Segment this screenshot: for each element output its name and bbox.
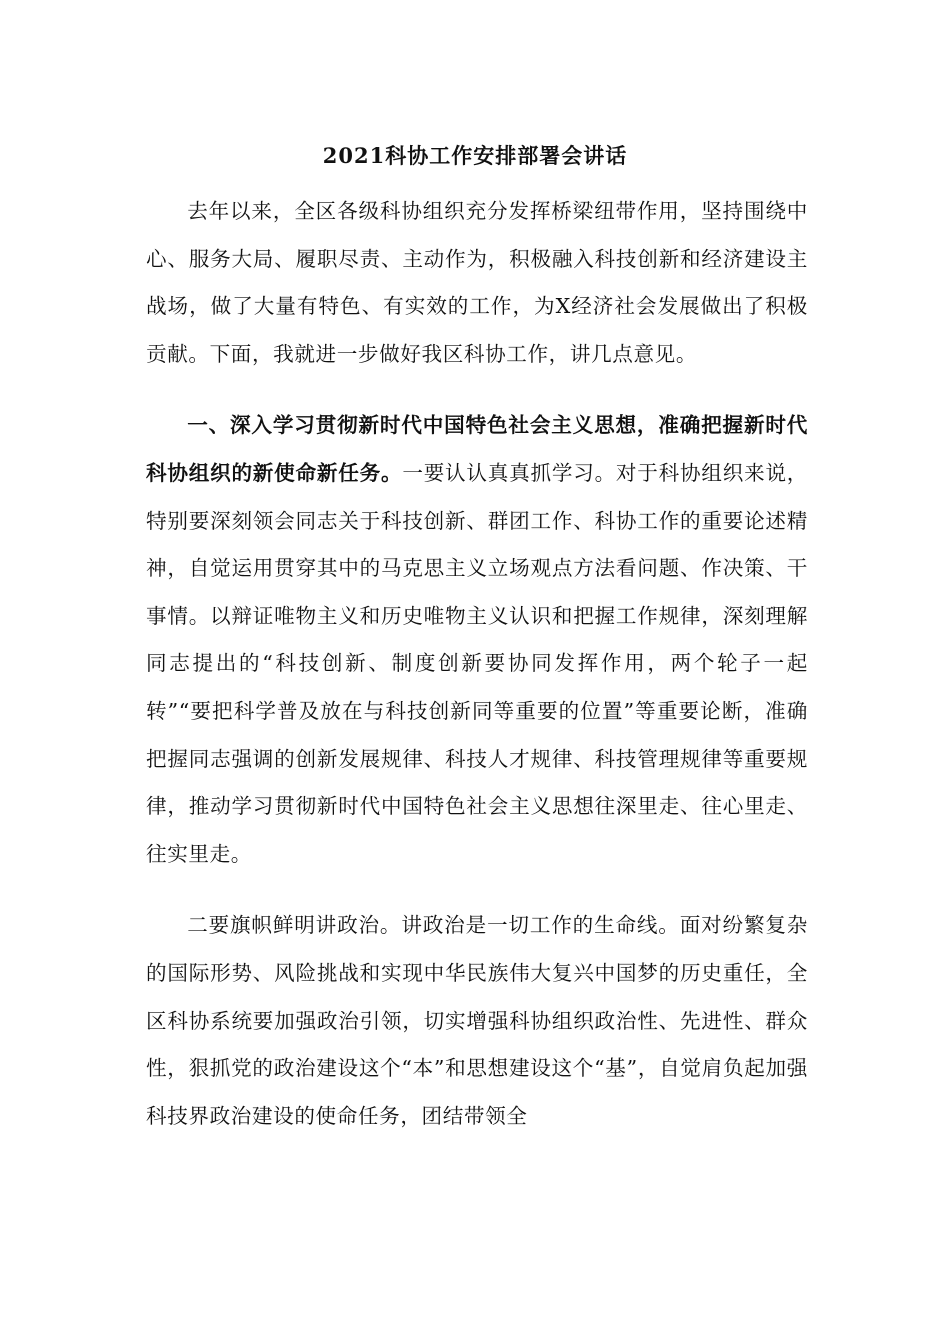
document-title: 2021科协工作安排部署会讲话: [322, 143, 628, 168]
document-body: [146, 188, 808, 1140]
paragraph-intro-text: 去年以来，全区各级科协组织充分发挥桥梁纽带作用，坚持围绕中心、服务大局、履职尽责、主动作为，积极融入科技创新和经济建设主战场，做了大量有特色、有实效的工作，为X经济社会发展做出了积极贡献。下面，我就进一步做好我区科协工作，讲几点意见。: [146, 199, 808, 366]
paragraph-intro: [146, 188, 808, 378]
section-one-heading: 一、深入学习贯彻新时代中国特色社会主义思想，准确把握新时代科协组织的新使命新任务。: [146, 413, 808, 485]
section-one-text: 一要认认真真抓学习。对于科协组织来说，特别要深刻领会同志关于科技创新、群团工作、科协工作的重要论述精神，自觉运用贯穿其中的马克思主义立场观点方法看问题、作决策、干事情。以辩证唯物主义和历史唯物主义认识和把握工作规律，深刻理解同志提出的“科技创新、制度创新要协同发挥作用，两个轮子一起转”“要把科学普及放在与科技创新同等重要的位置”等重要论断，准确把握同志强调的创新发展规律、科技人才规律、科技管理规律等重要规律，推动学习贯彻新时代中国特色社会主义思想往深里走、往心里走、往实里走。: [146, 460, 808, 866]
paragraph-section-one: [146, 402, 808, 878]
paragraph-point-two: [146, 902, 808, 1140]
point-two-text: 二要旗帜鲜明讲政治。讲政治是一切工作的生命线。面对纷繁复杂的国际形势、风险挑战和实现中华民族伟大复兴中国梦的历史重任，全区科协系统要加强政治引领，切实增强科协组织政治性、先进性、群众性，狠抓党的政治建设这个“本”和思想建设这个“基”，自觉肩负起加强科技界政治建设的使命任务，团结带领全: [146, 913, 808, 1128]
